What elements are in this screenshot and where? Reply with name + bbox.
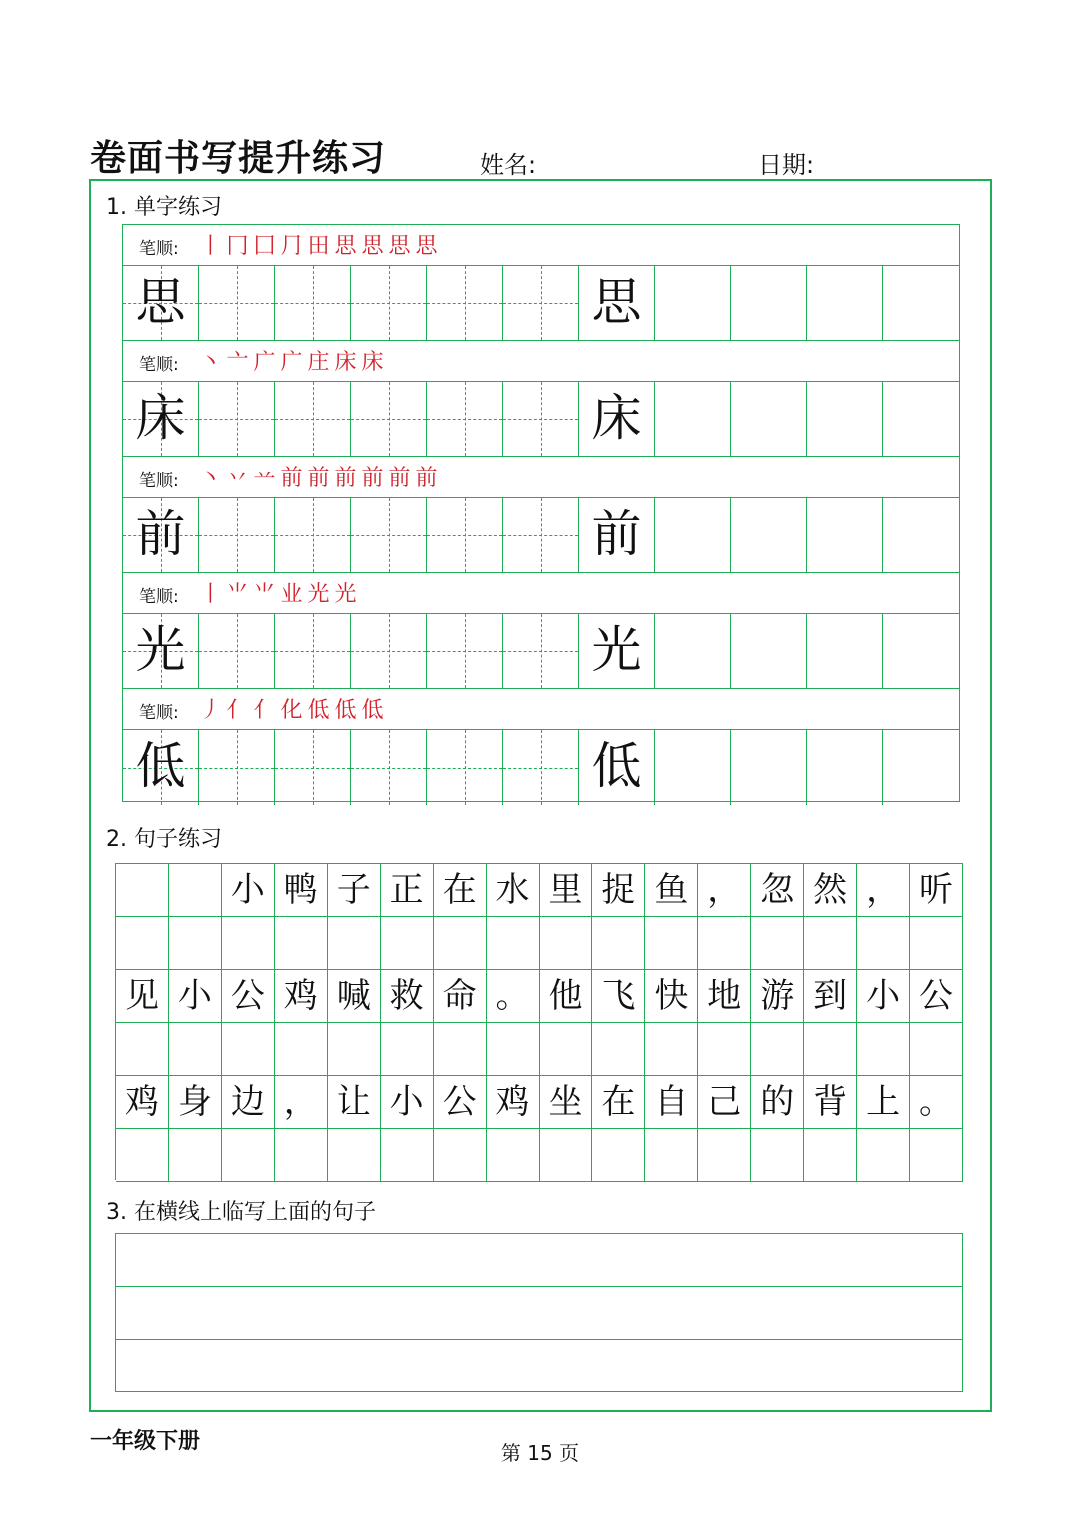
stroke-sequence [199, 345, 384, 376]
grade-label: 一年级下册 [90, 1429, 201, 1454]
practice-cell [807, 614, 883, 688]
copy-lines-area [115, 1233, 963, 1392]
stroke-step: ⺆ [280, 234, 303, 259]
sentence-cell: 。 [910, 1076, 963, 1129]
practice-cell [579, 382, 655, 456]
sentence-cell: 喊 [328, 970, 381, 1023]
sentence-cell: 身 [169, 1076, 222, 1129]
sentence-cell: 上 [857, 1076, 910, 1129]
practice-cell [883, 498, 959, 572]
practice-cell [655, 266, 731, 340]
sentence-cell [328, 1023, 381, 1076]
sentence-cell: 让 [328, 1076, 381, 1129]
sentence-cell: ， [857, 864, 910, 917]
stroke-step: 丶 [199, 350, 222, 375]
sentence-cell [275, 1129, 328, 1182]
sentence-grid-row [116, 1023, 963, 1076]
stroke-step: 前 [334, 466, 357, 491]
sentence-cell: 快 [645, 970, 698, 1023]
practice-cell [199, 730, 275, 805]
practice-cell [883, 614, 959, 688]
sentence-cell [434, 1023, 487, 1076]
sentence-cell [645, 1129, 698, 1182]
character-practice-row [123, 614, 959, 689]
sentence-cell: 边 [222, 1076, 275, 1129]
sentence-cell [698, 917, 751, 970]
stroke-order-row [123, 573, 959, 614]
practice-cell [655, 730, 731, 805]
practice-cell [883, 266, 959, 340]
sentence-grid-row [116, 1129, 963, 1182]
sentence-cell [910, 1023, 963, 1076]
stroke-step: ⺌ [253, 582, 276, 607]
stroke-sequence [199, 461, 438, 492]
sentence-cell [222, 1129, 275, 1182]
stroke-step: 前 [280, 466, 303, 491]
sentence-cell [275, 1023, 328, 1076]
practice-cell [503, 730, 579, 805]
sentence-grid-row [116, 917, 963, 970]
stroke-step: 思 [361, 234, 384, 259]
sentence-cell: 在 [434, 864, 487, 917]
practice-cell [503, 498, 579, 572]
sentence-cell [487, 1129, 540, 1182]
practice-cell [807, 382, 883, 456]
sentence-cell [751, 1129, 804, 1182]
stroke-step: 丿 [199, 698, 222, 723]
sentence-cell: 坐 [540, 1076, 593, 1129]
practice-cell [199, 266, 275, 340]
practice-cell [351, 266, 427, 340]
practice-cell [731, 266, 807, 340]
sentence-cell: 公 [222, 970, 275, 1023]
copy-line [116, 1340, 962, 1393]
copy-character: 思 [591, 273, 642, 331]
practice-cell [883, 730, 959, 805]
stroke-step: 庄 [307, 350, 330, 375]
stroke-step: 化 [280, 698, 303, 723]
practice-cell [275, 382, 351, 456]
sentence-cell: 鸡 [275, 970, 328, 1023]
sentence-cell [381, 1023, 434, 1076]
section1-title: 1. 单字练习 [106, 195, 222, 220]
sentence-cell [169, 1129, 222, 1182]
copy-character: 床 [591, 389, 642, 447]
practice-cell [579, 730, 655, 805]
practice-cell [427, 614, 503, 688]
sentence-cell [910, 917, 963, 970]
stroke-step: 丷 [226, 466, 249, 491]
sentence-cell [857, 917, 910, 970]
practice-cell [123, 498, 199, 572]
practice-cell [731, 614, 807, 688]
sentence-cell: 背 [804, 1076, 857, 1129]
sentence-cell: 的 [751, 1076, 804, 1129]
stroke-step: 田 [307, 234, 330, 259]
practice-cell [655, 614, 731, 688]
sentence-cell [116, 1023, 169, 1076]
stroke-order-label: 笔顺: [139, 703, 179, 723]
section3-title: 3. 在横线上临写上面的句子 [106, 1200, 376, 1225]
practice-cell [731, 382, 807, 456]
sentence-cell [487, 917, 540, 970]
sentence-cell [592, 1129, 645, 1182]
sentence-cell [116, 864, 169, 917]
practice-cell [275, 614, 351, 688]
sentence-cell: 里 [540, 864, 593, 917]
model-character: 低 [135, 737, 186, 795]
practice-cell [351, 382, 427, 456]
copy-character: 低 [591, 737, 642, 795]
character-practice-row [123, 498, 959, 573]
sentence-cell [698, 1129, 751, 1182]
stroke-step: 前 [307, 466, 330, 491]
stroke-step: 䒑 [253, 466, 276, 491]
sentence-cell: 命 [434, 970, 487, 1023]
sentence-cell: 捉 [592, 864, 645, 917]
sentence-practice-grid [115, 863, 963, 1180]
sentence-cell: 己 [698, 1076, 751, 1129]
stroke-step: 思 [415, 234, 438, 259]
practice-cell [427, 730, 503, 805]
practice-cell [731, 730, 807, 805]
stroke-step: 思 [388, 234, 411, 259]
sentence-cell: 正 [381, 864, 434, 917]
single-character-practice-grid [122, 224, 960, 802]
stroke-step: 光 [307, 582, 330, 607]
section2-title: 2. 句子练习 [106, 827, 222, 852]
sentence-cell [804, 917, 857, 970]
sentence-cell [592, 1023, 645, 1076]
sentence-cell: 鸭 [275, 864, 328, 917]
sentence-cell [645, 1023, 698, 1076]
practice-cell [427, 498, 503, 572]
character-practice-row [123, 382, 959, 457]
page-number: 第 15 页 [500, 1441, 580, 1465]
practice-cell [579, 614, 655, 688]
stroke-step: 丨 [199, 582, 222, 607]
model-character: 光 [135, 621, 186, 679]
stroke-step: 丶 [199, 466, 222, 491]
sentence-cell: 自 [645, 1076, 698, 1129]
sentence-cell [169, 1023, 222, 1076]
stroke-order-row [123, 457, 959, 498]
stroke-order-row [123, 225, 959, 266]
practice-cell [807, 266, 883, 340]
name-label: 姓名: [480, 151, 537, 179]
sentence-cell [434, 917, 487, 970]
sentence-cell [751, 1023, 804, 1076]
copy-line [116, 1287, 962, 1340]
practice-cell [351, 730, 427, 805]
stroke-order-label: 笔顺: [139, 587, 179, 607]
practice-cell [199, 498, 275, 572]
practice-cell [503, 266, 579, 340]
practice-cell [655, 382, 731, 456]
sentence-cell [487, 1023, 540, 1076]
stroke-step: 广 [280, 350, 303, 375]
stroke-sequence [199, 577, 357, 608]
sentence-cell [857, 1129, 910, 1182]
practice-cell [655, 498, 731, 572]
stroke-order-row [123, 689, 959, 730]
practice-cell [123, 730, 199, 805]
date-label: 日期: [758, 151, 815, 179]
character-practice-row [123, 730, 959, 805]
practice-cell [427, 382, 503, 456]
stroke-step: 亻 [253, 698, 276, 723]
sentence-cell [169, 864, 222, 917]
sentence-cell: 鱼 [645, 864, 698, 917]
sentence-cell: 公 [434, 1076, 487, 1129]
sentence-cell: 公 [910, 970, 963, 1023]
practice-cell [199, 382, 275, 456]
stroke-step: 床 [334, 350, 357, 375]
character-practice-row [123, 266, 959, 341]
stroke-step: 丨 [199, 234, 222, 259]
sentence-cell [222, 917, 275, 970]
practice-cell [275, 730, 351, 805]
sentence-cell [275, 917, 328, 970]
sentence-cell [645, 917, 698, 970]
stroke-step: 光 [334, 582, 357, 607]
stroke-step: 思 [334, 234, 357, 259]
stroke-step: 广 [253, 350, 276, 375]
practice-cell [503, 382, 579, 456]
stroke-step: 低 [334, 698, 357, 723]
stroke-step: 冂 [226, 234, 249, 259]
practice-cell [275, 498, 351, 572]
copy-character: 前 [591, 505, 642, 563]
sentence-cell: 忽 [751, 864, 804, 917]
sentence-cell: 地 [698, 970, 751, 1023]
sentence-cell [222, 1023, 275, 1076]
stroke-step: 前 [361, 466, 384, 491]
model-character: 床 [135, 389, 186, 447]
sentence-cell: 然 [804, 864, 857, 917]
stroke-sequence [199, 693, 384, 724]
stroke-order-row [123, 341, 959, 382]
sentence-cell [169, 917, 222, 970]
sentence-cell [540, 917, 593, 970]
practice-cell [427, 266, 503, 340]
stroke-order-label: 笔顺: [139, 471, 179, 491]
practice-cell [503, 614, 579, 688]
sentence-cell: 鸡 [116, 1076, 169, 1129]
copy-line [116, 1234, 962, 1287]
sentence-cell [857, 1023, 910, 1076]
sentence-cell [698, 1023, 751, 1076]
sentence-cell: ， [698, 864, 751, 917]
sentence-grid-row [116, 1076, 963, 1129]
stroke-step: 床 [361, 350, 384, 375]
sentence-cell [328, 1129, 381, 1182]
model-character: 思 [135, 273, 186, 331]
stroke-step: 亻 [226, 698, 249, 723]
sentence-cell [116, 1129, 169, 1182]
sentence-cell [328, 917, 381, 970]
practice-cell [883, 382, 959, 456]
sentence-cell [381, 1129, 434, 1182]
practice-cell [275, 266, 351, 340]
stroke-sequence [199, 229, 438, 260]
sentence-grid-row [116, 970, 963, 1023]
practice-cell [351, 614, 427, 688]
practice-cell [579, 266, 655, 340]
sentence-cell: 小 [857, 970, 910, 1023]
sentence-cell: 飞 [592, 970, 645, 1023]
sentence-cell: 小 [381, 1076, 434, 1129]
stroke-step: ⺌ [226, 582, 249, 607]
sentence-cell [540, 1129, 593, 1182]
sentence-cell: 小 [222, 864, 275, 917]
stroke-step: 低 [307, 698, 330, 723]
sentence-cell [751, 917, 804, 970]
sentence-cell: 鸡 [487, 1076, 540, 1129]
sentence-cell: ， [275, 1076, 328, 1129]
practice-cell [199, 614, 275, 688]
sentence-cell [592, 917, 645, 970]
sentence-cell: 子 [328, 864, 381, 917]
copy-character: 光 [591, 621, 642, 679]
sentence-cell [116, 917, 169, 970]
sentence-cell [381, 917, 434, 970]
sentence-cell [540, 1023, 593, 1076]
sentence-cell: 听 [910, 864, 963, 917]
stroke-step: 前 [388, 466, 411, 491]
practice-cell [579, 498, 655, 572]
sentence-cell [804, 1129, 857, 1182]
sentence-cell: 。 [487, 970, 540, 1023]
page-title: 卷面书写提升练习 [90, 138, 387, 179]
practice-cell [123, 382, 199, 456]
stroke-step: 前 [415, 466, 438, 491]
practice-cell [807, 730, 883, 805]
model-character: 前 [135, 505, 186, 563]
practice-cell [123, 266, 199, 340]
sentence-cell: 见 [116, 970, 169, 1023]
sentence-cell: 到 [804, 970, 857, 1023]
stroke-order-label: 笔顺: [139, 239, 179, 259]
stroke-step: 囗 [253, 234, 276, 259]
sentence-cell: 他 [540, 970, 593, 1023]
practice-cell [123, 614, 199, 688]
sentence-cell [434, 1129, 487, 1182]
sentence-cell: 小 [169, 970, 222, 1023]
stroke-step: 业 [280, 582, 303, 607]
sentence-cell: 救 [381, 970, 434, 1023]
sentence-grid-row [116, 864, 963, 917]
stroke-order-label: 笔顺: [139, 355, 179, 375]
practice-cell [807, 498, 883, 572]
sentence-cell: 游 [751, 970, 804, 1023]
practice-cell [731, 498, 807, 572]
sentence-cell: 水 [487, 864, 540, 917]
practice-cell [351, 498, 427, 572]
sentence-cell: 在 [592, 1076, 645, 1129]
stroke-step: 低 [361, 698, 384, 723]
sentence-cell [804, 1023, 857, 1076]
sentence-cell [910, 1129, 963, 1182]
stroke-step: 亠 [226, 350, 249, 375]
